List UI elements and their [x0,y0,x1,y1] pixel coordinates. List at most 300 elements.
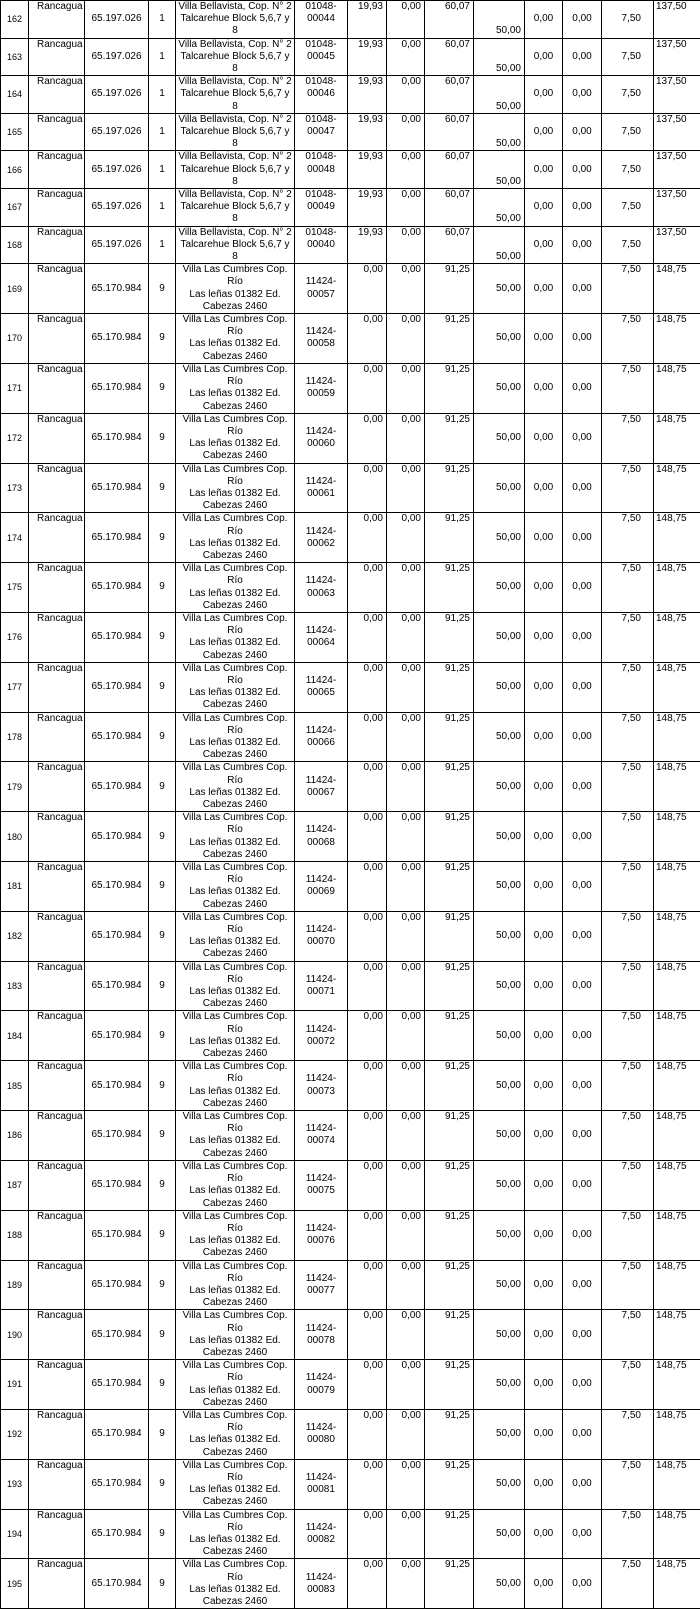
amount-d-cell: 50,00 [474,1459,525,1509]
address-cell-line: Cabezas 2460 [178,1247,292,1259]
amount-d-cell: 50,00 [474,762,525,812]
block-cell: 9 [149,1260,176,1310]
amount-g-cell: 7,50 [602,38,654,76]
total-cell: 148,75 [654,1210,700,1260]
address-cell-line: Villa Las Cumbres Cop. Río [178,1310,292,1334]
amount-e-cell: 0,00 [525,812,563,862]
row-number-cell: 163 [1,38,29,76]
amount-g-cell: 7,50 [602,1,654,39]
code-cell-line: 00068 [297,837,345,849]
table-row [1,1459,700,1509]
amount-a-cell: 0,00 [348,1559,387,1609]
amount-c-cell: 60,07 [425,189,474,227]
amount-e-cell: 0,00 [525,1,563,39]
amount-b-cell: 0,00 [387,762,425,812]
code-cell-line: 00072 [297,1036,345,1048]
code-cell-line: 00074 [297,1135,345,1147]
city-cell: Rancagua [29,1409,85,1459]
row-number-cell: 172 [1,413,29,463]
city-cell: Rancagua [29,38,85,76]
address-cell-line: Cabezas 2460 [178,600,292,612]
address-cell-line: Las leñas 01382 Ed. [178,787,292,799]
address-cell [176,712,295,762]
total-cell: 148,75 [654,961,700,1011]
code-cell-line: 00067 [297,787,345,799]
city-cell: Rancagua [29,712,85,762]
block-cell: 9 [149,862,176,912]
amount-a-cell: 19,93 [348,113,387,151]
code-cell-line: 00063 [297,588,345,600]
table-row [1,612,700,662]
amount-a-cell: 19,93 [348,189,387,227]
table-row [1,1210,700,1260]
address-cell [176,961,295,1011]
city-cell: Rancagua [29,1210,85,1260]
address-cell-line: Las leñas 01382 Ed. [178,1036,292,1048]
amount-a-cell: 19,93 [348,151,387,189]
rol-cell: 65.170.984 [85,812,149,862]
code-cell-line: 00058 [297,338,345,350]
amount-d-cell: 50,00 [474,1360,525,1410]
amount-e-cell: 0,00 [525,862,563,912]
amount-c-cell: 91,25 [425,363,474,413]
code-cell [295,264,348,314]
address-cell [176,189,295,227]
amount-c-cell: 91,25 [425,513,474,563]
code-cell-line: 00076 [297,1235,345,1247]
row-number-cell: 169 [1,264,29,314]
city-cell: Rancagua [29,363,85,413]
amount-g-cell: 7,50 [602,862,654,912]
amount-f-cell: 0,00 [563,463,602,513]
code-cell [295,662,348,712]
code-cell-line: 11424- [297,625,345,637]
amount-f-cell: 0,00 [563,812,602,862]
amount-a-cell: 0,00 [348,961,387,1011]
block-cell: 9 [149,1310,176,1360]
table-row [1,662,700,712]
address-cell-line: Las leñas 01382 Ed. [178,1135,292,1147]
code-cell-line: 01048- [297,189,345,201]
city-cell: Rancagua [29,1559,85,1609]
address-cell-line: Cabezas 2460 [178,1496,292,1508]
amount-g-cell: 7,50 [602,314,654,364]
table-row [1,1011,700,1061]
table-row [1,563,700,613]
total-cell: 148,75 [654,1310,700,1360]
block-cell: 9 [149,1409,176,1459]
code-cell-line: 00080 [297,1434,345,1446]
rol-cell: 65.170.984 [85,363,149,413]
amount-d-cell: 50,00 [474,812,525,862]
block-cell: 1 [149,1,176,39]
address-cell-line: Cabezas 2460 [178,500,292,512]
amount-f-cell: 0,00 [563,113,602,151]
code-cell-line: 01048- [297,227,345,239]
amount-d-cell: 50,00 [474,563,525,613]
code-cell [295,1310,348,1360]
city-cell: Rancagua [29,264,85,314]
rol-cell: 65.170.984 [85,463,149,513]
amount-b-cell: 0,00 [387,563,425,613]
amount-a-cell: 0,00 [348,712,387,762]
amount-f-cell: 0,00 [563,189,602,227]
total-cell: 137,50 [654,113,700,151]
amount-d-cell: 50,00 [474,662,525,712]
total-cell: 148,75 [654,1559,700,1609]
amount-b-cell: 0,00 [387,38,425,76]
code-cell-line: 00048 [297,164,345,176]
amount-b-cell: 0,00 [387,463,425,513]
table-row [1,1111,700,1161]
rol-cell: 65.197.026 [85,38,149,76]
address-cell-line: Villa Las Cumbres Cop. Río [178,762,292,786]
table-row [1,413,700,463]
amount-d-cell: 50,00 [474,151,525,189]
city-cell: Rancagua [29,1360,85,1410]
amount-c-cell: 91,25 [425,1061,474,1111]
city-cell: Rancagua [29,1310,85,1360]
code-cell-line: 11424- [297,824,345,836]
code-cell [295,1459,348,1509]
address-cell [176,1459,295,1509]
code-cell-line: 00040 [297,239,345,251]
code-cell-line: 00062 [297,538,345,550]
address-cell-line: Villa Las Cumbres Cop. Río [178,1261,292,1285]
code-cell-line: 11424- [297,1522,345,1534]
table-row [1,1160,700,1210]
amount-d-cell: 50,00 [474,38,525,76]
amount-b-cell: 0,00 [387,189,425,227]
address-cell-line: Cabezas 2460 [178,1098,292,1110]
amount-f-cell: 0,00 [563,513,602,563]
address-cell-line: Las leñas 01382 Ed. [178,289,292,301]
address-cell-line: Las leñas 01382 Ed. [178,1534,292,1546]
total-cell: 148,75 [654,513,700,563]
amount-b-cell: 0,00 [387,1061,425,1111]
table-row [1,189,700,227]
block-cell: 9 [149,961,176,1011]
code-cell [295,1409,348,1459]
address-cell-line: Las leñas 01382 Ed. [178,886,292,898]
amount-a-cell: 0,00 [348,1360,387,1410]
amount-g-cell: 7,50 [602,1160,654,1210]
table-row [1,226,700,264]
code-cell-line: 11424- [297,775,345,787]
block-cell: 9 [149,314,176,364]
amount-a-cell: 0,00 [348,463,387,513]
amount-b-cell: 0,00 [387,1111,425,1161]
amount-g-cell: 7,50 [602,513,654,563]
code-cell-line: 00077 [297,1285,345,1297]
address-cell-line: Talcarehue Block 5,6,7 y 8 [178,51,292,75]
address-cell-line: Villa Las Cumbres Cop. Río [178,962,292,986]
row-number-cell: 188 [1,1210,29,1260]
amount-e-cell: 0,00 [525,314,563,364]
address-cell-line: Las leñas 01382 Ed. [178,737,292,749]
amount-a-cell: 0,00 [348,363,387,413]
row-number-cell: 186 [1,1111,29,1161]
amount-c-cell: 91,25 [425,1011,474,1061]
amount-f-cell: 0,00 [563,1459,602,1509]
address-cell-line: Las leñas 01382 Ed. [178,1285,292,1297]
amount-d-cell: 50,00 [474,1210,525,1260]
amount-d-cell: 50,00 [474,961,525,1011]
address-cell-line: Villa Las Cumbres Cop. Río [178,1460,292,1484]
amount-e-cell: 0,00 [525,151,563,189]
code-cell [295,363,348,413]
address-cell-line: Villa Las Cumbres Cop. Río [178,1011,292,1035]
address-cell-line: Villa Bellavista, Cop. N° 2 [178,227,292,239]
block-cell: 9 [149,1160,176,1210]
amount-c-cell: 91,25 [425,1459,474,1509]
amount-f-cell: 0,00 [563,38,602,76]
code-cell-line: 01048- [297,76,345,88]
amount-c-cell: 60,07 [425,1,474,39]
address-cell [176,812,295,862]
code-cell [295,612,348,662]
block-cell: 9 [149,1011,176,1061]
code-cell-line: 11424- [297,1223,345,1235]
amount-d-cell: 50,00 [474,862,525,912]
code-cell-line: 00078 [297,1335,345,1347]
rol-cell: 65.170.984 [85,413,149,463]
address-cell-line: Cabezas 2460 [178,1447,292,1459]
block-cell: 1 [149,113,176,151]
amount-c-cell: 91,25 [425,961,474,1011]
row-number-cell: 182 [1,911,29,961]
code-cell [295,1360,348,1410]
amount-g-cell: 7,50 [602,264,654,314]
amount-a-cell: 0,00 [348,911,387,961]
amount-b-cell: 0,00 [387,862,425,912]
amount-b-cell: 0,00 [387,1409,425,1459]
amount-c-cell: 91,25 [425,812,474,862]
amount-g-cell: 7,50 [602,226,654,264]
amount-d-cell: 50,00 [474,1559,525,1609]
amount-d-cell: 50,00 [474,463,525,513]
amount-f-cell: 0,00 [563,862,602,912]
amount-d-cell: 50,00 [474,612,525,662]
city-cell: Rancagua [29,1011,85,1061]
amount-b-cell: 0,00 [387,314,425,364]
city-cell: Rancagua [29,1111,85,1161]
code-cell [295,1,348,39]
row-number-cell: 194 [1,1509,29,1559]
block-cell: 9 [149,911,176,961]
total-cell: 148,75 [654,612,700,662]
address-cell [176,1,295,39]
amount-f-cell: 0,00 [563,712,602,762]
row-number-cell: 189 [1,1260,29,1310]
rol-cell: 65.170.984 [85,1111,149,1161]
amount-e-cell: 0,00 [525,1210,563,1260]
rol-cell: 65.197.026 [85,1,149,39]
amount-a-cell: 0,00 [348,662,387,712]
amount-e-cell: 0,00 [525,513,563,563]
code-cell-line: 11424- [297,575,345,587]
address-cell-line: Villa Las Cumbres Cop. Río [178,1559,292,1583]
code-cell-line: 00082 [297,1534,345,1546]
amount-d-cell: 50,00 [474,1509,525,1559]
total-cell: 148,75 [654,812,700,862]
amount-d-cell: 50,00 [474,513,525,563]
amount-g-cell: 7,50 [602,1210,654,1260]
address-cell-line: Cabezas 2460 [178,799,292,811]
address-cell [176,113,295,151]
rol-cell: 65.170.984 [85,612,149,662]
amount-c-cell: 91,25 [425,1509,474,1559]
amount-d-cell: 50,00 [474,314,525,364]
address-cell [176,1260,295,1310]
code-cell-line: 00061 [297,488,345,500]
code-cell-line: 11424- [297,974,345,986]
row-number-cell: 168 [1,226,29,264]
address-cell-line: Villa Bellavista, Cop. N° 2 [178,114,292,126]
amount-a-cell: 0,00 [348,314,387,364]
block-cell: 9 [149,413,176,463]
code-cell [295,712,348,762]
city-cell: Rancagua [29,151,85,189]
amount-b-cell: 0,00 [387,1360,425,1410]
amount-c-cell: 91,25 [425,662,474,712]
rol-cell: 65.170.984 [85,911,149,961]
amount-e-cell: 0,00 [525,1111,563,1161]
amount-a-cell: 0,00 [348,762,387,812]
amount-c-cell: 91,25 [425,413,474,463]
code-cell [295,961,348,1011]
table-row [1,113,700,151]
row-number-cell: 167 [1,189,29,227]
code-cell-line: 00075 [297,1185,345,1197]
amount-a-cell: 19,93 [348,1,387,39]
amount-a-cell: 0,00 [348,563,387,613]
total-cell: 148,75 [654,762,700,812]
amount-g-cell: 7,50 [602,1559,654,1609]
address-cell-line: Las leñas 01382 Ed. [178,588,292,600]
amount-e-cell: 0,00 [525,612,563,662]
code-cell-line: 11424- [297,1372,345,1384]
amount-e-cell: 0,00 [525,662,563,712]
amount-g-cell: 7,50 [602,1061,654,1111]
city-cell: Rancagua [29,413,85,463]
address-cell [176,1111,295,1161]
amount-e-cell: 0,00 [525,113,563,151]
amount-e-cell: 0,00 [525,1310,563,1360]
amount-b-cell: 0,00 [387,911,425,961]
address-cell-line: Las leñas 01382 Ed. [178,1385,292,1397]
address-cell [176,38,295,76]
amount-g-cell: 7,50 [602,612,654,662]
code-cell-line: 11424- [297,1073,345,1085]
total-cell: 148,75 [654,1160,700,1210]
amount-d-cell: 50,00 [474,363,525,413]
rol-cell: 65.170.984 [85,1559,149,1609]
code-cell-line: 11424- [297,476,345,488]
code-cell-line: 11424- [297,1422,345,1434]
rol-cell: 65.170.984 [85,1409,149,1459]
code-cell [295,762,348,812]
amount-g-cell: 7,50 [602,812,654,862]
total-cell: 137,50 [654,151,700,189]
total-cell: 148,75 [654,1260,700,1310]
address-cell-line: Las leñas 01382 Ed. [178,488,292,500]
address-cell-line: Villa Las Cumbres Cop. Río [178,513,292,537]
amount-b-cell: 0,00 [387,612,425,662]
amount-c-cell: 91,25 [425,314,474,364]
city-cell: Rancagua [29,76,85,114]
code-cell-line: 00049 [297,201,345,213]
rol-cell: 65.170.984 [85,1260,149,1310]
address-cell-line: Talcarehue Block 5,6,7 y 8 [178,201,292,225]
amount-g-cell: 7,50 [602,662,654,712]
amount-a-cell: 0,00 [348,1061,387,1111]
amount-e-cell: 0,00 [525,1409,563,1459]
address-cell-line: Villa Las Cumbres Cop. Río [178,1360,292,1384]
row-number-cell: 195 [1,1559,29,1609]
amount-g-cell: 7,50 [602,563,654,613]
address-cell-line: Las leñas 01382 Ed. [178,986,292,998]
address-cell-line: Cabezas 2460 [178,301,292,313]
code-cell-line: 11424- [297,1323,345,1335]
code-cell [295,1260,348,1310]
city-cell: Rancagua [29,513,85,563]
code-cell-line: 00079 [297,1385,345,1397]
amount-e-cell: 0,00 [525,363,563,413]
amount-g-cell: 7,50 [602,413,654,463]
code-cell-line: 11424- [297,1273,345,1285]
block-cell: 1 [149,76,176,114]
amount-d-cell: 50,00 [474,264,525,314]
amount-f-cell: 0,00 [563,961,602,1011]
code-cell-line: 11424- [297,1173,345,1185]
address-cell-line: Cabezas 2460 [178,1048,292,1060]
total-cell: 148,75 [654,264,700,314]
total-cell: 148,75 [654,1061,700,1111]
amount-g-cell: 7,50 [602,1409,654,1459]
code-cell [295,862,348,912]
address-cell-line: Cabezas 2460 [178,998,292,1010]
amount-g-cell: 7,50 [602,1310,654,1360]
block-cell: 9 [149,812,176,862]
code-cell [295,151,348,189]
code-cell-line: 11424- [297,1572,345,1584]
city-cell: Rancagua [29,463,85,513]
rol-cell: 65.170.984 [85,961,149,1011]
amount-d-cell: 50,00 [474,712,525,762]
code-cell-line: 00044 [297,13,345,25]
address-cell-line: Cabezas 2460 [178,1148,292,1160]
address-cell [176,1011,295,1061]
address-cell-line: Las leñas 01382 Ed. [178,1335,292,1347]
amount-f-cell: 0,00 [563,1409,602,1459]
amount-g-cell: 7,50 [602,712,654,762]
amount-e-cell: 0,00 [525,226,563,264]
row-number-cell: 192 [1,1409,29,1459]
amount-e-cell: 0,00 [525,961,563,1011]
code-cell-line: 00046 [297,88,345,100]
amount-e-cell: 0,00 [525,712,563,762]
amount-b-cell: 0,00 [387,1,425,39]
city-cell: Rancagua [29,911,85,961]
amount-b-cell: 0,00 [387,1509,425,1559]
city-cell: Rancagua [29,1,85,39]
code-cell-line: 01048- [297,1,345,13]
amount-f-cell: 0,00 [563,1210,602,1260]
address-cell-line: Las leñas 01382 Ed. [178,1185,292,1197]
city-cell: Rancagua [29,862,85,912]
code-cell [295,189,348,227]
